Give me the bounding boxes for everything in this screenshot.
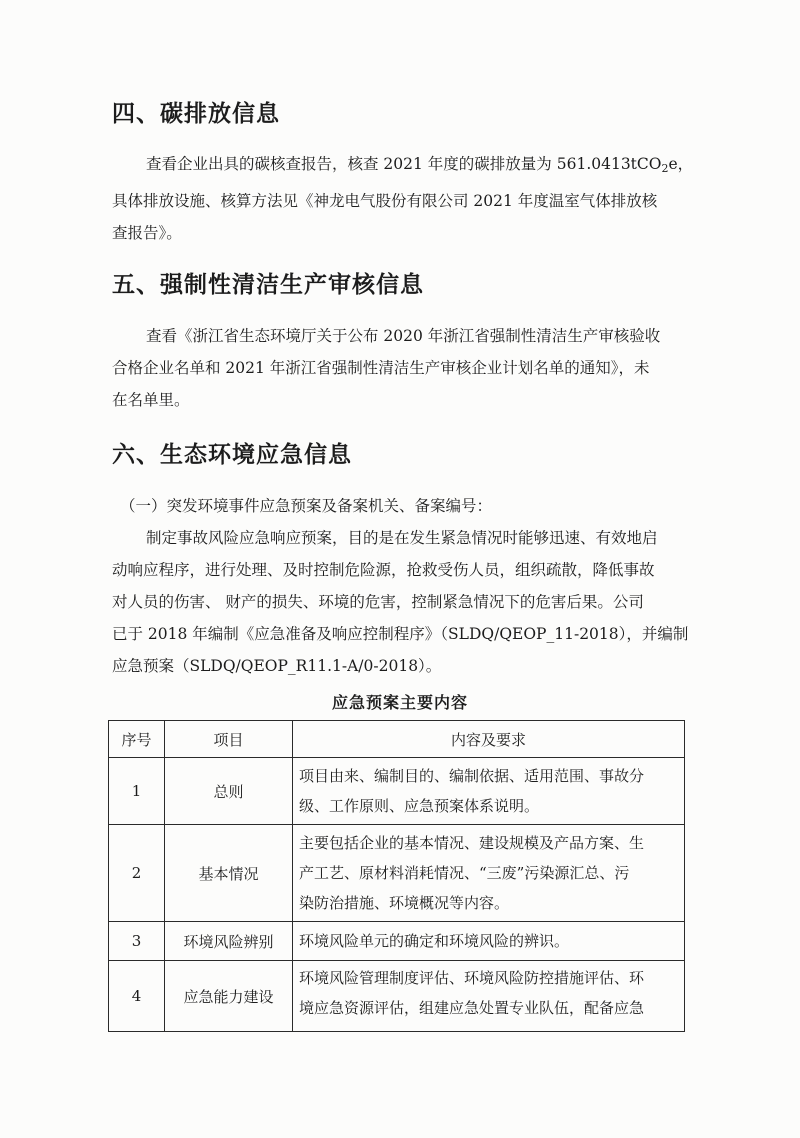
paragraph-line: 查看《浙江省生态环境厅关于公布 2020 年浙江省强制性清洁生产审核验收: [146, 327, 661, 345]
cell-line: 染防治措施、环境概况等内容。: [299, 894, 510, 912]
table-row: [109, 758, 685, 825]
paragraph-line: 已于 2018 年编制《应急准备及响应控制程序》（SLDQ/QEOP_11-2018），并编制: [112, 625, 689, 643]
header-no: 序号: [109, 721, 165, 758]
cell-line: 主要包括企业的基本情况、建设规模及产品方案、生: [299, 834, 645, 852]
paragraph-line: 合格企业名单和 2021 年浙江省强制性清洁生产审核企业计划名单的通知》，未: [112, 359, 650, 377]
table-row: [109, 961, 685, 1032]
text-run: e，: [668, 155, 694, 173]
table-title: 应急预案主要内容: [331, 693, 468, 712]
cell-content: [293, 825, 685, 922]
table-row: [109, 922, 685, 961]
section-heading-cleaner-production: 五、强制性清洁生产审核信息: [112, 272, 424, 298]
cell-no: 4: [109, 961, 165, 1032]
cell-line: 环境风险单元的确定和环境风险的辨识。: [299, 932, 570, 950]
cell-item: 环境风险辨别: [165, 922, 293, 961]
cell-item: 基本情况: [165, 825, 293, 922]
cell-content: [293, 961, 685, 1032]
cleaner-production-paragraph: [112, 320, 692, 416]
paragraph-line: 对人员的伤害、 财产的损失、环境的危害，控制紧急情况下的危害后果。公司: [112, 593, 644, 611]
table-row: [109, 825, 685, 922]
table-header-row: [109, 721, 685, 758]
paragraph-line: 查报告》。: [112, 224, 182, 242]
subscript: 2: [661, 162, 669, 175]
sub-heading: （一）突发环境事件应急预案及备案机关、备案编号：: [120, 497, 493, 515]
cell-content: [293, 758, 685, 825]
cell-line: 产工艺、原材料消耗情况、“三废”污染源汇总、污: [299, 864, 630, 882]
cell-item: 总则: [165, 758, 293, 825]
cell-no: 2: [109, 825, 165, 922]
text-run: 查看企业出具的碳核查报告，核查 2021 年度的碳排放量为 561.0413tCO: [146, 155, 662, 173]
paragraph-line: 在名单里。: [112, 391, 190, 409]
paragraph-line: 应急预案（SLDQ/QEOP_R11.1-A/0-2018）。: [112, 657, 442, 675]
paragraph-line: 制定事故风险应急响应预案，目的是在发生紧急情况时能够迅速、有效地启: [146, 529, 658, 547]
header-content: 内容及要求: [293, 721, 685, 758]
cell-no: 1: [109, 758, 165, 825]
cell-line: 项目由来、编制目的、编制依据、适用范围、事故分: [299, 767, 645, 785]
cell-content: [293, 922, 685, 961]
carbon-paragraph: [112, 148, 692, 249]
cell-item: 应急能力建设: [165, 961, 293, 1032]
cell-line: 环境风险管理制度评估、环境风险防控措施评估、环: [299, 969, 645, 987]
section-heading-emergency: 六、生态环境应急信息: [112, 442, 352, 468]
cell-line: 级、工作原则、应急预案体系说明。: [299, 797, 540, 815]
emergency-plan-table: [108, 720, 685, 1032]
paragraph-line: 动响应程序，进行处理、及时控制危险源，抢救受伤人员，组织疏散，降低事故: [112, 561, 655, 579]
header-item: 项目: [165, 721, 293, 758]
paragraph-line: 具体排放设施、核算方法见《神龙电气股份有限公司 2021 年度温室气体排放核: [112, 192, 658, 210]
emergency-paragraph: [112, 490, 692, 682]
paragraph-line: [112, 148, 692, 185]
cell-line: 境应急资源评估，组建应急处置专业队伍，配备应急: [299, 999, 645, 1017]
section-heading-carbon: 四、碳排放信息: [112, 101, 280, 127]
cell-no: 3: [109, 922, 165, 961]
